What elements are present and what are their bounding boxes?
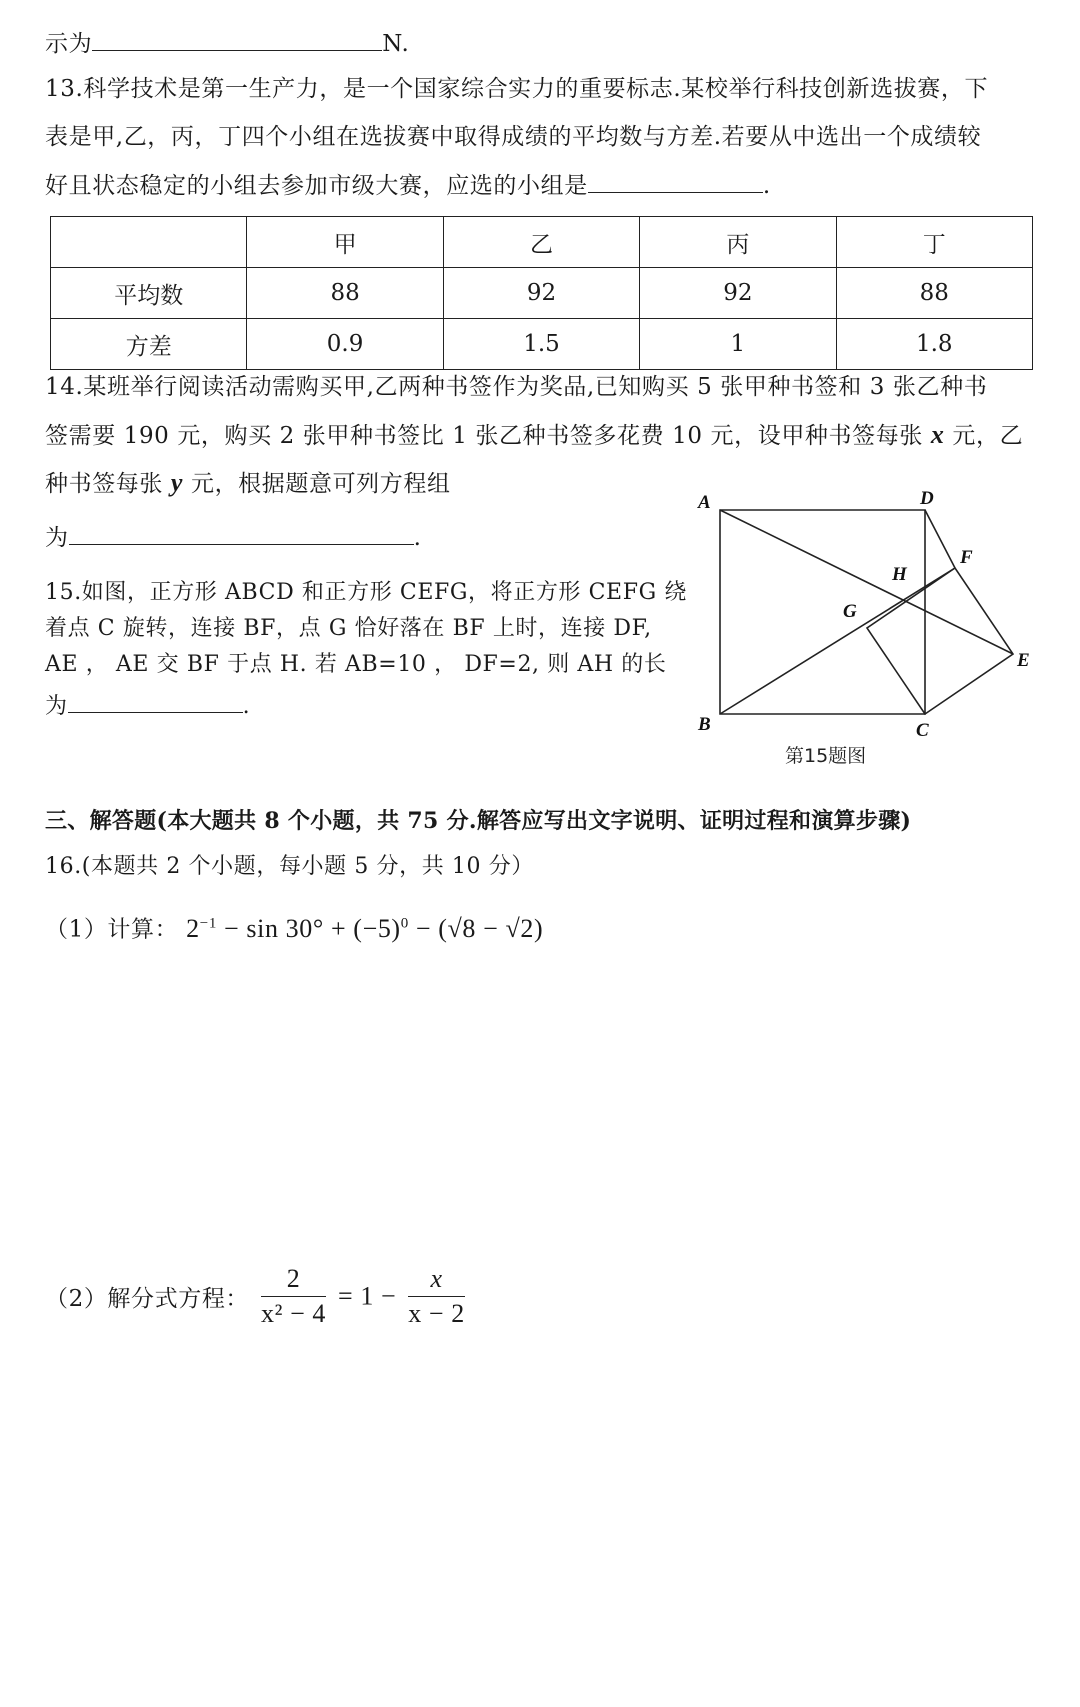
q15-line4: 为 . xyxy=(45,688,250,724)
q14-line3: 种书签每张 y 元，根据题意可列方程组 xyxy=(45,468,451,497)
point-label-h: H xyxy=(892,564,907,585)
point-label-a: A xyxy=(698,492,711,513)
square-cefg xyxy=(867,568,1013,714)
q15-line1: 15.如图，正方形 ABCD 和正方形 CEFG，将正方形 CEFG 绕 xyxy=(45,580,687,605)
point-label-f: F xyxy=(960,547,973,568)
point-label-b: B xyxy=(698,714,711,735)
section3-title: 三、解答题(本大题共 8 个小题，共 75 分.解答应写出文字说明、证明过程和演算步骤) xyxy=(45,808,912,834)
table-cell: 88 xyxy=(247,268,443,319)
answer-blank-q13[interactable] xyxy=(588,168,763,193)
q16-part2-label: （2）解分式方程： xyxy=(45,1286,250,1312)
q16-part1-expression: $2^{-1} - \sin 30^\circ + (-5)^0 - (√8 - √2)$ xyxy=(186,913,544,943)
table-cell: 乙 xyxy=(443,217,639,268)
table-cell: 方差 xyxy=(51,319,247,370)
q13-stats-table xyxy=(50,216,1033,370)
q15-line2: 着点 C 旋转，连接 BF，点 G 恰好落在 BF 上时，连接 DF, xyxy=(45,616,652,641)
square-abcd xyxy=(720,510,925,714)
q16-part1-label: （1）计算： xyxy=(45,916,179,943)
variable-y: y xyxy=(170,468,184,497)
table-cell: 平均数 xyxy=(51,268,247,319)
table-cell: 92 xyxy=(443,268,639,319)
table-row xyxy=(51,268,1033,319)
variable-x: x xyxy=(930,420,945,449)
q13-line1: 13.科学技术是第一生产力，是一个国家综合实力的重要标志.某校举行科技创新选拔赛，下 xyxy=(45,76,989,102)
table-cell: 1 xyxy=(640,319,836,370)
table-cell: 丁 xyxy=(836,217,1032,268)
fraction-right: $\frac{x}{x - 2}$ xyxy=(408,1264,465,1328)
answer-blank-q15[interactable] xyxy=(68,688,243,713)
table-cell: 丙 xyxy=(640,217,836,268)
point-label-d: D xyxy=(920,488,934,509)
table-cell: 甲 xyxy=(247,217,443,268)
fraction-left: $\frac{2}{\text{x² − 4}}$ xyxy=(260,1264,327,1328)
point-label-e: E xyxy=(1017,650,1030,671)
table-cell: 0.9 xyxy=(247,319,443,370)
q15-geometry-figure xyxy=(680,480,1040,770)
q13-line2: 表是甲,乙，丙，丁四个小组在选拔赛中取得成绩的平均数与方差.若要从中选出一个成绩较 xyxy=(45,124,982,150)
line-ae xyxy=(720,510,1013,654)
q14-line2: 签需要 190 元，购买 2 张甲种书签比 1 张乙种书签多花费 10 元，设甲种书签每张 x 元，乙 xyxy=(45,420,1024,449)
table-cell: 1.5 xyxy=(443,319,639,370)
table-cell: 1.8 xyxy=(836,319,1032,370)
table-cell: 88 xyxy=(836,268,1032,319)
table-cell: 92 xyxy=(640,268,836,319)
q12-tail: 示为 N. xyxy=(45,26,409,61)
point-label-c: C xyxy=(916,720,929,741)
q16-intro: 16.(本题共 2 个小题，每小题 5 分，共 10 分） xyxy=(45,854,534,879)
q16-part2: （2）解分式方程： $\frac{2}{\text{x² − 4}}$ = 1 − $\frac{x}{x - 2}$ xyxy=(45,1262,469,1331)
answer-blank-q14[interactable] xyxy=(69,520,414,545)
table-row xyxy=(51,319,1033,370)
q15-line3: AE ， AE 交 BF 于点 H. 若 AB=10 ， DF=2, 则 AH 的长 xyxy=(45,652,667,677)
line-bf xyxy=(720,568,955,714)
point-label-g: G xyxy=(843,601,857,622)
table-header-row xyxy=(51,217,1033,268)
q14-line1: 14.某班举行阅读活动需购买甲,乙两种书签作为奖品,已知购买 5 张甲种书签和 3 张乙种书 xyxy=(45,374,988,400)
q13-line3: 好且状态稳定的小组去参加市级大赛，应选的小组是 . xyxy=(45,168,771,203)
table-cell xyxy=(51,217,247,268)
figure-caption: 第15题图 xyxy=(785,745,867,767)
answer-blank-q12[interactable] xyxy=(92,26,382,51)
q16-part1 xyxy=(45,906,543,947)
line-df xyxy=(925,510,955,568)
q14-line4: 为 . xyxy=(45,520,422,555)
